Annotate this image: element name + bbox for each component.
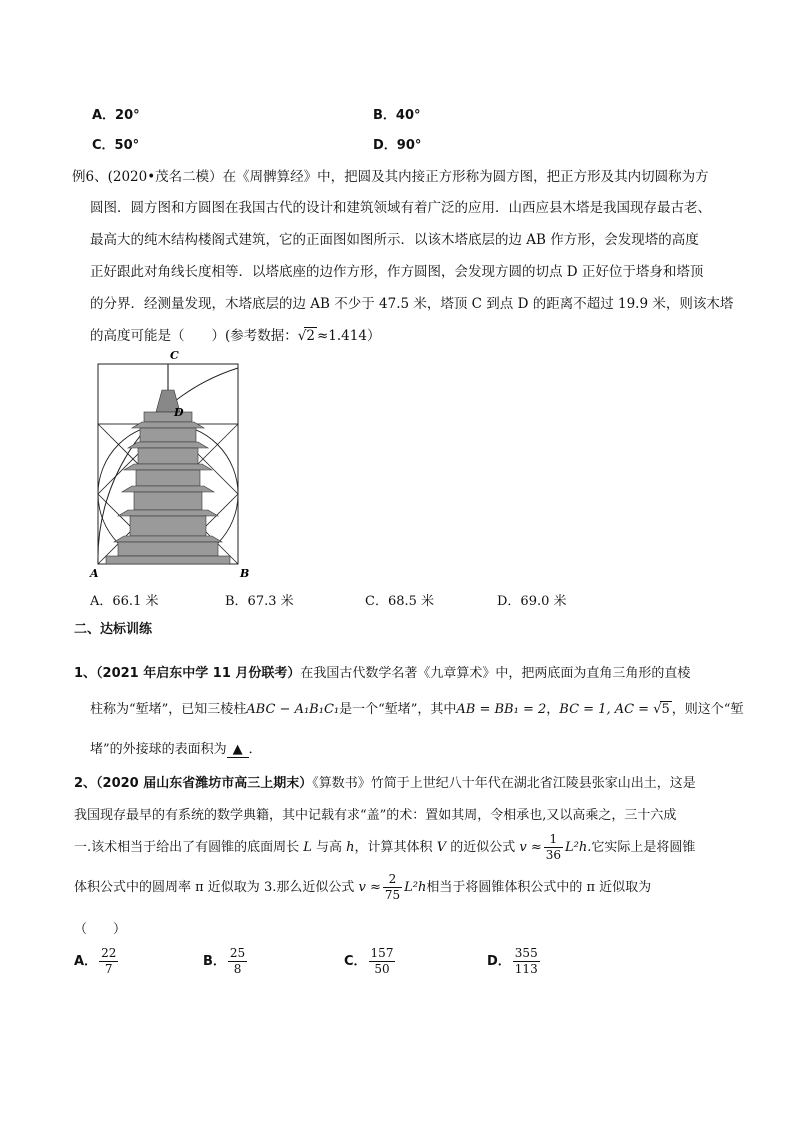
option-fraction <box>99 946 118 977</box>
example6-line6-text: 的高度可能是（ ）(参考数据： <box>90 328 298 344</box>
answer-blank[interactable]: ▲ <box>227 742 249 758</box>
q2-option-b <box>203 946 249 977</box>
sqrt-radicand: 2 <box>306 328 315 344</box>
q1-math-bc-ac: BC = 1, AC = <box>559 702 654 717</box>
fraction-numerator: 25 <box>229 946 246 960</box>
q2-line3-text-b: 与高 <box>311 840 347 855</box>
q1-line2 <box>90 698 743 717</box>
fraction-numerator: 22 <box>101 946 117 960</box>
formula-l2h-2: L²h <box>404 880 427 895</box>
q2-option-d <box>487 946 542 977</box>
var-v-upper: V <box>436 840 447 855</box>
formula-v-approx-2: v ≈ <box>358 880 381 895</box>
prev-option-a: A．20° <box>92 108 140 123</box>
sqrt-symbol: √ <box>653 702 662 717</box>
q1-sqrt-radicand: 5 <box>661 702 670 717</box>
section-heading: 二、达标训练 <box>74 622 153 637</box>
label-d: D <box>174 406 184 419</box>
q2-paren: （ ） <box>74 922 127 937</box>
q1-line2-text-a: 柱称为“堑堵”，已知三棱柱 <box>90 702 247 717</box>
fraction-denominator: 7 <box>104 962 113 976</box>
q2-line3 <box>74 832 695 863</box>
fraction-numerator: 355 <box>514 946 538 960</box>
var-h: h <box>346 840 355 855</box>
pagoda-diagram <box>88 350 263 580</box>
option-label: C． <box>344 954 367 969</box>
option-label: A． <box>74 954 98 969</box>
fraction-denominator: 36 <box>545 848 561 862</box>
q2-option-c <box>344 946 397 977</box>
option-label: D． <box>487 954 511 969</box>
q2-line4-text-a: 体积公式中的圆周率 π 近似取为 3.那么近似公式 <box>74 880 359 895</box>
prev-option-b: B．40° <box>373 108 421 123</box>
example6-line6 <box>90 324 380 344</box>
fraction-numerator: 1 <box>544 832 563 848</box>
q2-line4-text-f: 相当于将圆锥体积公式中的 π 近似取为 <box>426 880 652 895</box>
example6-option-b: B．67.3 米 <box>225 594 294 609</box>
q2-number: 2、 <box>74 776 97 791</box>
example6-option-a: A．66.1 米 <box>90 594 159 609</box>
example6-line1: 例6、(2020•茂名二模）在《周髀算经》中，把圆及其内接正方形称为圆方图，把正方形及其内切圆称为方 <box>72 169 709 185</box>
var-l: L <box>303 840 312 855</box>
q2-source: （2020 届山东省潍坊市高三上期末） <box>96 776 313 791</box>
formula-v-approx: v ≈ <box>519 840 542 855</box>
pagoda-figure <box>88 350 263 580</box>
q2-line4 <box>74 872 651 903</box>
fraction-denominator: 8 <box>233 962 242 976</box>
example6-line2: 圆图．圆方图和方圆图在我国古代的设计和建筑领域有着广泛的应用．山西应县木塔是我国现存最古老、 <box>90 200 711 216</box>
option-label: B． <box>203 954 226 969</box>
q1-number: 1、 <box>74 666 97 681</box>
q1-line2-text-c: ， <box>546 702 560 717</box>
q1-line2-text-b: 是一个“堑堵”，其中 <box>339 702 457 717</box>
q2-line2: 我国现存最早的有系统的数学典籍，其中记载有求“盖”的术：置如其周，令相承也,又以高乘之，三十六成 <box>74 808 677 823</box>
example6-line4: 正好跟此对角线长度相等．以塔底座的边作方形，作方圆图，会发现方圆的切点 D 正好位于塔身和塔顶 <box>90 264 704 280</box>
fraction-denominator: 113 <box>514 962 538 976</box>
q2-option-a <box>74 946 120 977</box>
example6-line5: 的分界．经测量发现，木塔底层的边 AB 不少于 47.5 米，塔顶 C 到点 D 的距离不超过 19.9 米，则该木塔 <box>90 296 734 312</box>
q2-line3-text-d: 的近似公式 <box>446 840 520 855</box>
q1-line3-text: 堵”的外接球的表面积为 <box>90 742 227 757</box>
q1-math-ab: AB = BB₁ = 2 <box>456 702 547 717</box>
q1-line1-text: 在我国古代数学名著《九章算术》中，把两底面为直角三角形的直棱 <box>300 666 691 681</box>
q1-math-prism: ABC − A₁B₁C₁ <box>246 702 340 717</box>
fraction-numerator: 2 <box>383 872 402 888</box>
formula-l2h: L²h <box>565 840 588 855</box>
sqrt-symbol: √ <box>297 328 307 344</box>
fraction-1-36 <box>544 832 563 863</box>
prev-option-d: D．90° <box>373 138 422 153</box>
option-fraction <box>228 946 247 977</box>
example6-option-c: C．68.5 米 <box>365 594 435 609</box>
q1-line2-text-d: ，则这个“堑 <box>671 702 744 717</box>
example6-line3: 最高大的纯木结构楼阁式建筑，它的正面图如图所示．以该木塔底层的边 AB 作方形，会发现塔的高度 <box>90 232 699 248</box>
q2-line3-text-f: .它实际上是将圆锥 <box>587 840 696 855</box>
q2-line3-text-c: ，计算其体积 <box>354 840 437 855</box>
q2-line1 <box>74 772 696 791</box>
fraction-2-75 <box>383 872 402 903</box>
example6-option-d: D．69.0 米 <box>497 594 567 609</box>
example6-line6-tail: ≈1.414） <box>316 328 381 344</box>
fraction-denominator: 75 <box>384 888 401 902</box>
option-fraction <box>369 946 396 977</box>
q1-line1 <box>74 662 690 681</box>
prev-option-c: C．50° <box>92 138 140 153</box>
q2-line3-text-a: 一.该术相当于给出了有圆锥的底面周长 <box>74 840 304 855</box>
label-a: A <box>90 567 99 580</box>
q2-line1-text: 《算数书》竹简于上世纪八十年代在湖北省江陵县张家山出土，这是 <box>312 776 696 791</box>
label-b: B <box>240 567 250 580</box>
fraction-numerator: 157 <box>370 946 394 960</box>
fraction-denominator: 50 <box>374 962 390 976</box>
option-fraction <box>513 946 540 977</box>
q1-source: （2021 年启东中学 11 月份联考） <box>96 666 301 681</box>
label-c: C <box>170 350 179 362</box>
q1-line3 <box>90 738 262 758</box>
q1-line3-period: ． <box>248 742 262 757</box>
